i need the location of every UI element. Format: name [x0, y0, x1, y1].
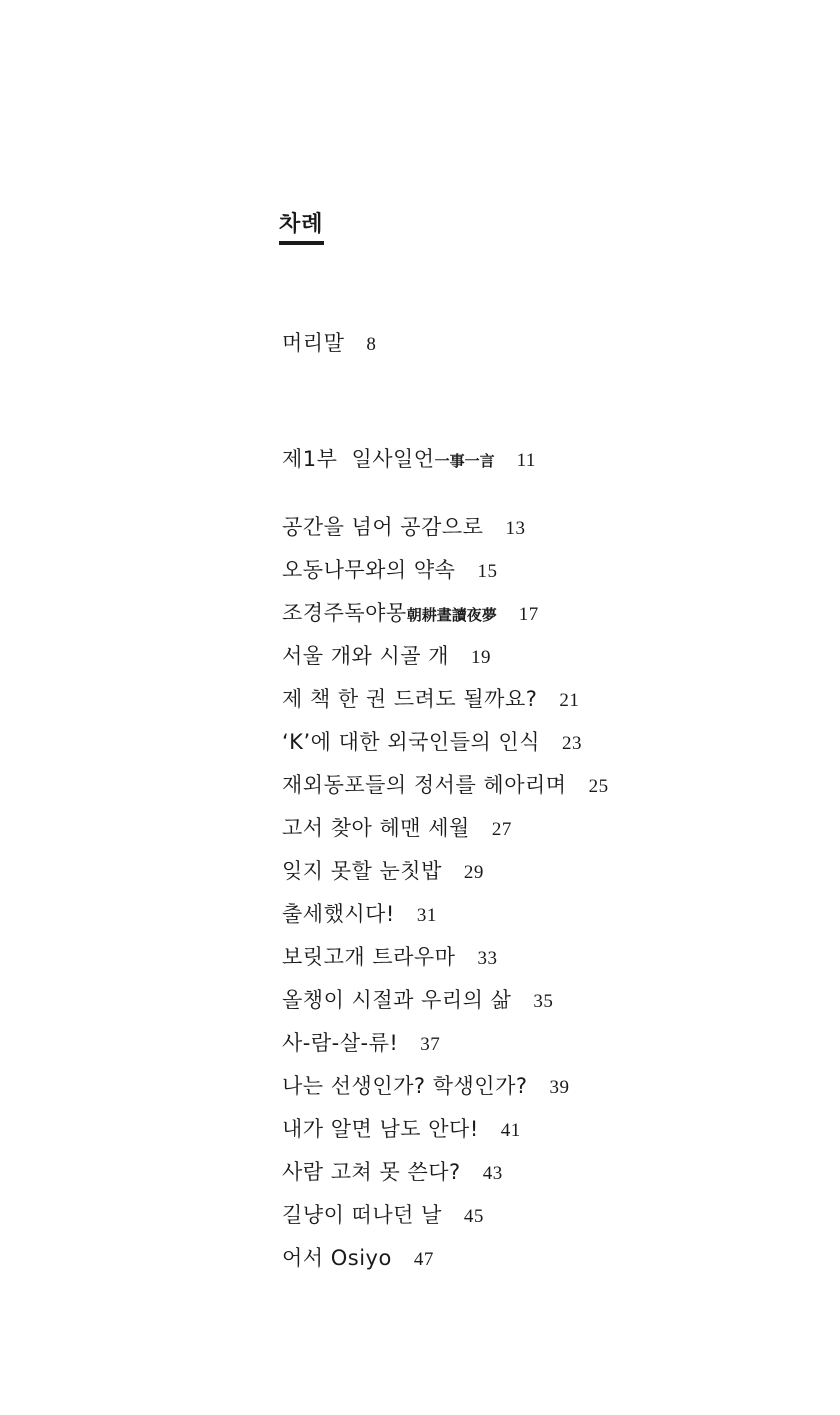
entry-page: 8	[366, 334, 377, 355]
part-title: 일사일언	[351, 447, 435, 471]
entry-title: 잊지 못할 눈칫밥	[282, 859, 442, 883]
toc-entry[interactable]	[282, 899, 437, 929]
entry-page: 37	[420, 1034, 441, 1055]
toc-entry[interactable]	[282, 985, 553, 1015]
entry-title: 사람 고쳐 못 쓴다?	[282, 1160, 461, 1184]
entry-title: 보릿고개 트라우마	[282, 945, 456, 969]
toc-entry[interactable]	[282, 942, 497, 972]
toc-entry[interactable]	[282, 856, 484, 886]
entry-title: 나는 선생인가? 학생인가?	[282, 1074, 528, 1098]
entry-title: 어서 Osiyo	[282, 1246, 392, 1270]
entry-title: 서울 개와 시골 개	[282, 644, 450, 668]
toc-entry[interactable]	[282, 1243, 434, 1273]
toc-entry-preface[interactable]	[282, 328, 376, 358]
toc-entry[interactable]	[282, 1028, 440, 1058]
entry-title: 재외동포들의 정서를 헤아리며	[282, 773, 567, 797]
entry-page: 41	[500, 1120, 521, 1141]
entry-page: 19	[471, 647, 492, 668]
toc-entry[interactable]	[282, 555, 497, 585]
toc-entry[interactable]	[282, 727, 582, 757]
entry-title: 내가 알면 남도 안다!	[282, 1117, 479, 1141]
entry-title: 올챙이 시절과 우리의 삶	[282, 988, 512, 1012]
entry-title: 사-람-살-류!	[282, 1031, 399, 1055]
entry-page: 39	[549, 1077, 570, 1098]
toc-entry[interactable]	[282, 684, 579, 714]
part-page: 11	[516, 450, 536, 471]
entry-title: 머리말	[282, 331, 345, 355]
toc-entry[interactable]	[282, 641, 491, 671]
entry-title: 오동나무와의 약속	[282, 558, 456, 582]
toc-heading: 차례	[279, 211, 324, 245]
part-label: 제1부	[282, 447, 338, 471]
entry-page: 35	[533, 991, 554, 1012]
toc-entry[interactable]	[282, 1157, 503, 1187]
toc-entry[interactable]	[282, 770, 609, 800]
toc-entry[interactable]	[282, 1114, 521, 1144]
toc-entry-part-1[interactable]	[282, 444, 536, 474]
entry-page: 21	[559, 690, 580, 711]
entry-page: 45	[463, 1206, 484, 1227]
entry-title: 길냥이 떠나던 날	[282, 1203, 442, 1227]
part-hanja: 一事一言	[434, 452, 495, 470]
entry-title: 조경주독야몽	[282, 601, 407, 625]
entry-page: 15	[477, 561, 498, 582]
entry-title: ‘K’에 대한 외국인들의 인식	[282, 730, 541, 754]
entry-page: 33	[477, 948, 498, 969]
entry-title: 제 책 한 권 드려도 될까요?	[282, 687, 538, 711]
entry-title: 고서 찾아 헤맨 세월	[282, 816, 470, 840]
entry-page: 17	[518, 604, 539, 625]
entry-page: 31	[416, 905, 437, 926]
entry-page: 25	[588, 776, 609, 797]
toc-entry[interactable]	[282, 813, 512, 843]
toc-entry[interactable]	[282, 1071, 570, 1101]
entry-title: 출세했시다!	[282, 902, 395, 926]
toc-entry[interactable]	[282, 598, 539, 628]
entry-page: 29	[463, 862, 484, 883]
entry-page: 43	[482, 1163, 503, 1184]
toc-entry[interactable]	[282, 512, 525, 542]
toc-entry[interactable]	[282, 1200, 484, 1230]
entry-page: 47	[413, 1249, 434, 1270]
entry-title: 공간을 넘어 공감으로	[282, 515, 484, 539]
entry-page: 13	[505, 518, 526, 539]
entry-hanja: 朝耕晝讀夜夢	[406, 606, 497, 624]
entry-page: 27	[491, 819, 512, 840]
entry-page: 23	[562, 733, 583, 754]
